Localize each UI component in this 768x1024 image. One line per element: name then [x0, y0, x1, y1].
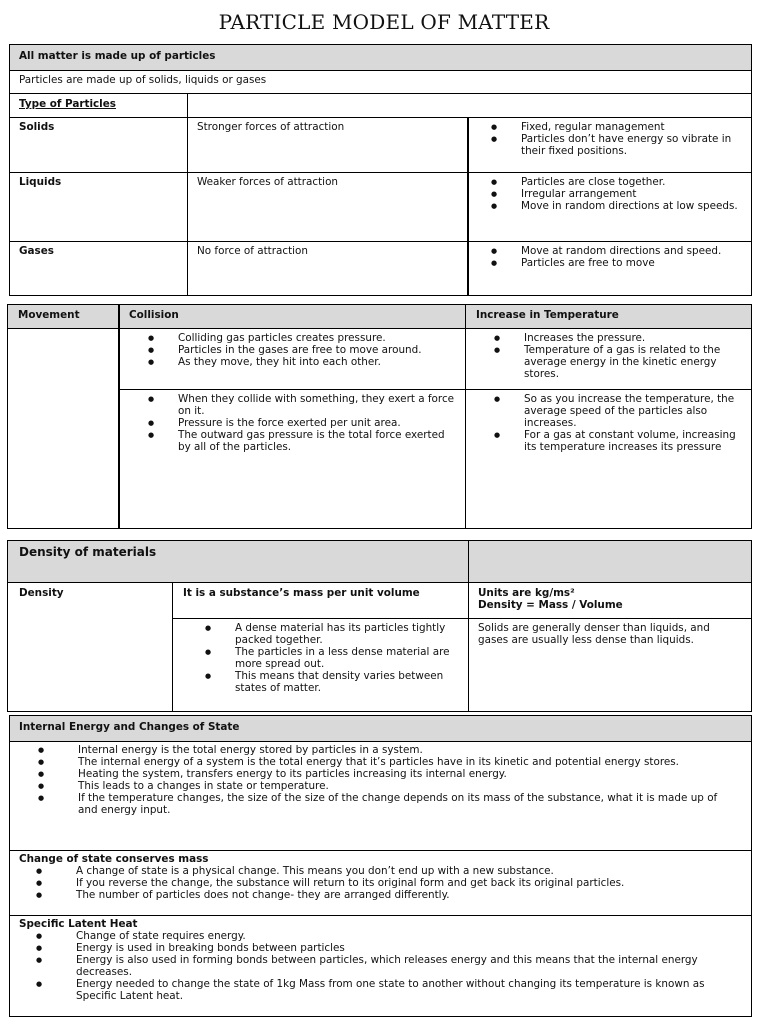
list-item: ● Temperature of a gas is related to the average energy in the kinetic energy stores. — [492, 344, 745, 380]
row-label-solids: Solids — [19, 121, 55, 133]
collision-header: Collision — [129, 309, 179, 321]
list-item: ● Energy needed to change the state of 1kg Mass from one state to another without changing its temperature is known as Specific Latent heat. — [32, 978, 739, 1002]
particles-intro: Particles are made up of solids, liquids or gases — [19, 74, 267, 86]
movement-header: Movement — [18, 309, 80, 321]
internal-energy-section — [9, 715, 752, 1017]
list-item: ● Increases the pressure. — [492, 332, 745, 344]
particles-header-text: All matter is made up of particles — [19, 50, 216, 62]
density-definition: It is a substance’s mass per unit volume — [183, 587, 420, 599]
internal-energy-header — [10, 716, 751, 741]
page-title: PARTICLE MODEL OF MATTER — [218, 10, 550, 34]
temperature-header: Increase in Temperature — [476, 309, 619, 321]
latent-heat-bullets — [10, 930, 751, 1002]
list-item: ● Energy is also used in forming bonds between particles, which releases energy and this means that the internal energy decreases. — [32, 954, 739, 978]
list-item: ● Move at random directions and speed. — [489, 245, 747, 257]
list-item: ● The particles in a less dense material are more spread out. — [203, 646, 462, 670]
density-units — [469, 583, 751, 615]
list-item: ● Fixed, regular management — [489, 121, 747, 133]
list-item: ● If the temperature changes, the size of the size of the change depends on its mass of the substance, what it is made up of and energy input. — [34, 792, 739, 816]
latent-heat-title: Specific Latent Heat — [19, 918, 138, 930]
collision-bullets-a — [120, 332, 465, 368]
density-header: Density of materials — [19, 545, 157, 559]
change-of-state-bullets — [10, 865, 751, 901]
density-comparison: Solids are generally denser than liquids, and gases are usually less dense than liquids. — [478, 622, 710, 646]
density-bullets — [173, 622, 468, 694]
force-solids: Stronger forces of attraction — [197, 121, 345, 133]
list-item: ● Energy is used in breaking bonds between particles — [32, 942, 739, 954]
temperature-bullets-a — [466, 332, 751, 380]
density-section — [7, 540, 752, 712]
list-item: ● Particles don’t have energy so vibrate in their fixed positions. — [489, 133, 747, 157]
force-gases: No force of attraction — [197, 245, 308, 257]
list-item: ● Particles in the gases are free to move around. — [146, 344, 459, 356]
list-item: ● This leads to a changes in state or temperature. — [34, 780, 739, 792]
internal-energy-bullets — [10, 744, 751, 816]
list-item: ● Internal energy is the total energy stored by particles in a system. — [34, 744, 739, 756]
list-item: ● This means that density varies between states of matter. — [203, 670, 462, 694]
list-item: ● Particles are free to move — [489, 257, 747, 269]
list-item: ● The internal energy of a system is the total energy that it’s particles have in its kinetic and potential energy stores. — [34, 756, 739, 768]
bullets-liquids — [469, 173, 751, 212]
list-item: ● Irregular arrangement — [489, 188, 747, 200]
bullets-solids — [469, 118, 751, 157]
list-item: ● So as you increase the temperature, the average speed of the particles also increases. — [492, 393, 745, 429]
density-formula: Density = Mass / Volume — [478, 599, 623, 611]
list-item: ● A dense material has its particles tightly packed together. — [203, 622, 462, 646]
list-item: ● When they collide with something, they exert a force on it. — [146, 393, 459, 417]
temperature-bullets-b — [466, 393, 751, 453]
particles-header — [10, 45, 751, 70]
list-item: ● Pressure is the force exerted per unit area. — [146, 417, 459, 429]
list-item: ● The outward gas pressure is the total force exerted by all of the particles. — [146, 429, 459, 453]
list-item: ● A change of state is a physical change. This means you don’t end up with a new substance. — [32, 865, 739, 877]
units-line: Units are kg/ms² — [478, 587, 575, 599]
list-item: ● The number of particles does not change- they are arranged differently. — [32, 889, 739, 901]
collision-bullets-b — [120, 393, 465, 453]
list-item: ● Particles are close together. — [489, 176, 747, 188]
density-label: Density — [19, 587, 64, 599]
list-item: ● Heating the system, transfers energy to its particles increasing its internal energy. — [34, 768, 739, 780]
type-of-particles-label: Type of Particles — [19, 98, 116, 110]
force-liquids: Weaker forces of attraction — [197, 176, 339, 188]
list-item: ● For a gas at constant volume, increasing its temperature increases its pressure — [492, 429, 745, 453]
movement-section — [7, 304, 752, 529]
internal-energy-header-text: Internal Energy and Changes of State — [19, 721, 240, 733]
row-label-liquids: Liquids — [19, 176, 62, 188]
list-item: ● If you reverse the change, the substance will return to its original form and get back its original particles. — [32, 877, 739, 889]
bullets-gases — [469, 242, 751, 269]
list-item: ● As they move, they hit into each other. — [146, 356, 459, 368]
list-item: ● Move in random directions at low speeds. — [489, 200, 747, 212]
particles-section — [9, 44, 752, 296]
change-of-state-title: Change of state conserves mass — [19, 853, 209, 865]
list-item: ● Change of state requires energy. — [32, 930, 739, 942]
list-item: ● Colliding gas particles creates pressure. — [146, 332, 459, 344]
row-label-gases: Gases — [19, 245, 54, 257]
